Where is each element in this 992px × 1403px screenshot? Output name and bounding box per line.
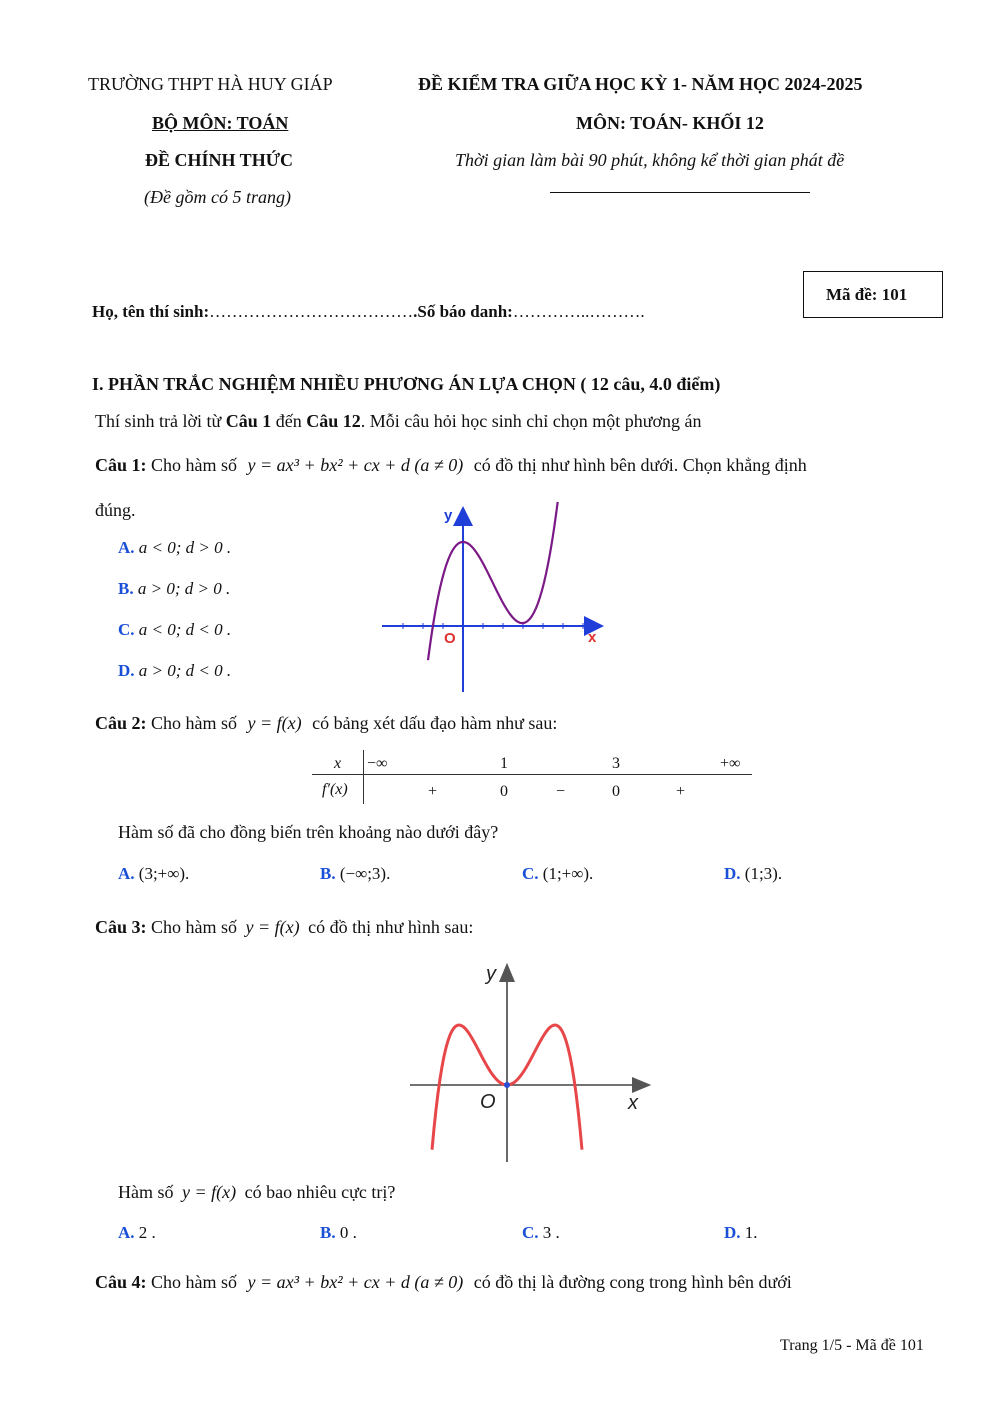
option-label: B. bbox=[118, 579, 134, 598]
option-text: (1;+∞). bbox=[542, 864, 594, 883]
q3-question-a: Hàm số bbox=[118, 1182, 174, 1202]
q2-formula: y = f(x) bbox=[247, 713, 302, 733]
q3-option-a[interactable] bbox=[118, 1223, 156, 1243]
option-text: a < 0; d < 0 . bbox=[138, 620, 232, 639]
option-label: C. bbox=[118, 620, 135, 639]
q4-stem bbox=[95, 1272, 792, 1293]
candidate-line bbox=[92, 302, 645, 322]
table-fprime-header: f′(x) bbox=[322, 781, 348, 798]
option-text: 1. bbox=[744, 1223, 758, 1242]
q2-option-d[interactable] bbox=[724, 864, 782, 884]
school-name: TRƯỜNG THPT HÀ HUY GIÁP bbox=[88, 74, 333, 94]
option-label: B. bbox=[320, 864, 336, 883]
section-instructions bbox=[95, 411, 702, 432]
q1-stem bbox=[95, 455, 807, 476]
table-x1: 1 bbox=[500, 755, 508, 772]
q4-text-b: có đồ thị là đường cong trong hình bên dưới bbox=[473, 1272, 792, 1292]
section-title: I. PHẦN TRẮC NGHIỆM NHIỀU PHƯƠNG ÁN LỰA CHỌN ( 12 câu, 4.0 điểm) bbox=[92, 374, 721, 394]
table-x3: 3 bbox=[612, 755, 620, 772]
q3-question-formula: y = f(x) bbox=[182, 1182, 237, 1202]
exam-time: Thời gian làm bài 90 phút, không kể thời gian phát đề bbox=[455, 150, 845, 170]
exam-code: Mã đề: 101 bbox=[826, 285, 908, 304]
q4-label: Câu 4: bbox=[95, 1272, 147, 1292]
q3-question-b: có bao nhiêu cực trị? bbox=[244, 1182, 396, 1202]
q1-option-b[interactable] bbox=[118, 579, 230, 599]
q3-formula: y = f(x) bbox=[245, 917, 300, 937]
q1-formula: y = ax³ + bx² + cx + d (a ≠ 0) bbox=[247, 455, 464, 475]
q4-formula: y = ax³ + bx² + cx + d (a ≠ 0) bbox=[247, 1272, 464, 1292]
q1-text-b: có đồ thị như hình bên dưới. Chọn khẳng định bbox=[473, 455, 807, 475]
option-label: C. bbox=[522, 864, 539, 883]
q2-option-a[interactable] bbox=[118, 864, 189, 884]
q3-option-b[interactable] bbox=[320, 1223, 357, 1243]
option-text: a < 0; d > 0 . bbox=[138, 538, 232, 557]
option-label: D. bbox=[118, 661, 135, 680]
option-text: 3 . bbox=[542, 1223, 560, 1242]
q2-option-c[interactable] bbox=[522, 864, 593, 884]
instr-text-1: Thí sinh trả lời từ bbox=[95, 411, 222, 431]
name-label: Họ, tên thí sinh: bbox=[92, 302, 210, 321]
y-label: y bbox=[486, 963, 496, 985]
id-label: .Số báo danh: bbox=[413, 302, 513, 321]
name-dots: ……………………………… bbox=[209, 302, 414, 321]
q1-option-d[interactable] bbox=[118, 661, 231, 681]
q2-stem bbox=[95, 713, 557, 734]
q1-option-c[interactable] bbox=[118, 620, 231, 640]
department: BỘ MÔN: TOÁN bbox=[152, 113, 289, 133]
y-label: y bbox=[444, 507, 453, 524]
sign-table bbox=[312, 750, 752, 806]
official-label: ĐỀ CHÍNH THỨC bbox=[145, 150, 294, 170]
origin-point bbox=[504, 1082, 510, 1088]
q3-text-a: Cho hàm số bbox=[151, 917, 238, 937]
q2-text-b: có bảng xét dấu đạo hàm như sau: bbox=[312, 713, 558, 733]
q2-text-a: Cho hàm số bbox=[151, 713, 238, 733]
table-x-header: x bbox=[334, 755, 342, 772]
q3-text-b: có đồ thị như hình sau: bbox=[308, 917, 474, 937]
subject: MÔN: TOÁN- KHỐI 12 bbox=[576, 113, 764, 133]
option-text: (1;3). bbox=[744, 864, 783, 883]
option-label: B. bbox=[320, 1223, 336, 1242]
option-text: a > 0; d < 0 . bbox=[138, 661, 232, 680]
option-text: 2 . bbox=[138, 1223, 156, 1242]
option-text: 0 . bbox=[339, 1223, 357, 1242]
instr-q12: Câu 12 bbox=[306, 411, 361, 431]
option-label: A. bbox=[118, 1223, 135, 1242]
instr-q1: Câu 1 bbox=[225, 411, 272, 431]
x-label: x bbox=[628, 1092, 638, 1114]
page-footer: Trang 1/5 - Mã đề 101 bbox=[780, 1337, 924, 1354]
exam-title: ĐỀ KIỂM TRA GIỮA HỌC KỲ 1- NĂM HỌC 2024-2025 bbox=[418, 74, 863, 94]
table-sign-1: + bbox=[428, 783, 438, 800]
q3-option-d[interactable] bbox=[724, 1223, 758, 1243]
exam-code-box bbox=[803, 271, 943, 318]
q1-text-a: Cho hàm số bbox=[151, 455, 238, 475]
q2-label: Câu 2: bbox=[95, 713, 147, 733]
table-sign-3: + bbox=[676, 783, 686, 800]
option-label: C. bbox=[522, 1223, 539, 1242]
origin-label: O bbox=[444, 630, 456, 647]
q4-text-a: Cho hàm số bbox=[151, 1272, 238, 1292]
origin-label: O bbox=[480, 1091, 496, 1113]
q1-stem-cont: đúng. bbox=[95, 500, 136, 520]
option-text: (−∞;3). bbox=[339, 864, 391, 883]
option-text: (3;+∞). bbox=[138, 864, 190, 883]
q1-graph bbox=[378, 502, 608, 694]
q3-label: Câu 3: bbox=[95, 917, 147, 937]
instr-text-3: . Mỗi câu hỏi học sinh chỉ chọn một phương án bbox=[360, 411, 702, 431]
q3-stem bbox=[95, 917, 473, 938]
table-pos-inf: +∞ bbox=[720, 755, 741, 772]
q1-label: Câu 1: bbox=[95, 455, 147, 475]
table-zero-1: 0 bbox=[500, 783, 508, 800]
option-text: a > 0; d > 0 . bbox=[137, 579, 231, 598]
table-zero-2: 0 bbox=[612, 783, 620, 800]
option-label: A. bbox=[118, 538, 135, 557]
instr-text-2: đến bbox=[275, 411, 302, 431]
option-label: D. bbox=[724, 864, 741, 883]
x-label: x bbox=[588, 629, 597, 646]
table-neg-inf: −∞ bbox=[367, 755, 388, 772]
q3-question bbox=[118, 1182, 395, 1203]
q3-graph bbox=[404, 958, 658, 1164]
table-sign-2: − bbox=[556, 783, 566, 800]
id-dots: …………..………. bbox=[512, 302, 645, 321]
q3-option-c[interactable] bbox=[522, 1223, 560, 1243]
option-label: D. bbox=[724, 1223, 741, 1242]
q2-question: Hàm số đã cho đồng biến trên khoảng nào dưới đây? bbox=[118, 822, 499, 842]
q1-option-a[interactable] bbox=[118, 538, 231, 558]
option-label: A. bbox=[118, 864, 135, 883]
header-divider bbox=[550, 192, 810, 193]
page-count: (Đề gồm có 5 trang) bbox=[144, 187, 291, 207]
q2-option-b[interactable] bbox=[320, 864, 390, 884]
